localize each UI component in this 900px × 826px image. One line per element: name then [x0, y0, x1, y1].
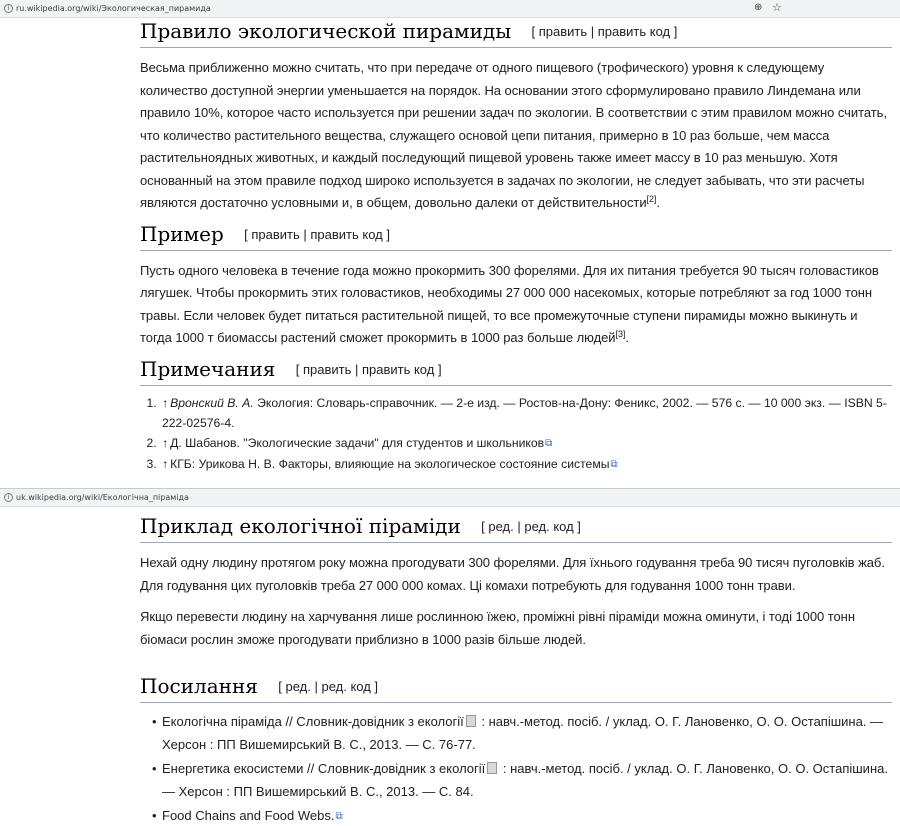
references-list — [160, 393, 892, 475]
ru-address-bar[interactable] — [0, 0, 900, 18]
external-link-icon: ⧉ — [545, 437, 553, 449]
ref-back-arrow[interactable]: ↑ — [162, 395, 169, 410]
section-title: Приклад екологічної піраміди — [140, 514, 461, 538]
edit-section-links[interactable] — [296, 362, 442, 377]
external-link-icon: ⧉ — [335, 811, 343, 822]
section-heading-rule — [140, 18, 892, 48]
uk-wikipedia-screenshot — [0, 488, 900, 826]
edit-section-links[interactable] — [481, 519, 581, 534]
paragraph-example-uk-1: Нехай одну людину протягом року можна прогодувати 300 форелями. Для їхнього годування треба 90 тисяч пуголовків жаб. Для годування цих пуголовків треба 27 000 000 комах. Ці комахи потребують для годування 1000 тонн трави. — [140, 555, 885, 593]
edit-section-links[interactable] — [244, 227, 390, 242]
reference-link[interactable]: КГБ: Урикова Н. В. Факторы, влияющие на экологическое состояние системы — [170, 456, 610, 471]
pdf-file-icon — [466, 715, 476, 727]
reference-author: Вронский В. А. — [170, 395, 254, 410]
external-links-list — [152, 711, 892, 826]
reference-item — [160, 454, 892, 475]
section-title: Правило экологической пирамиды — [140, 19, 512, 43]
link-title[interactable]: Енергетика екосистеми // Словник-довідник з екології — [162, 761, 486, 776]
lock-icon[interactable]: i — [4, 493, 13, 502]
section-title: Посилання — [140, 674, 258, 698]
paragraph-rule: Весьма приближенно можно считать, что при передаче от одного пищевого (трофического) уровня к следующему количество доступной энергии уменьшается на порядок. На основании этого сформулировано правило Линдемана или правило 10%, которое часто используется при решении задач по экологии. В соответствии с этим правилом можно считать, что количество растительного вещества, служащего основой цепи питания, примерно в 10 раз больше, чем масса растительноядных животных, и каждый последующий пищевой уровень также имеет массу в 10 раз меньшую. Хотя основанный на этом правиле подход широко используется в задачах по экологии, не следует забывать, что эти расчеты являются достаточно условными и, в общем, довольно далеки от действительности[2]. — [140, 60, 887, 210]
edit-link[interactable]: [ править | править код ] — [244, 226, 390, 242]
edit-link[interactable]: [ ред. | ред. код ] — [481, 519, 581, 534]
section-heading-links — [140, 673, 892, 703]
zoom-icon[interactable]: ⊕ — [754, 2, 763, 13]
ref-back-arrow[interactable]: ↑ — [162, 435, 169, 450]
edit-link[interactable]: [ править | править код ] — [295, 361, 442, 377]
paragraph-example: Пусть одного человека в течение года можно прокормить 300 форелями. Для их питания требуется 90 тысяч головастиков лягушек. Чтобы прокормить этих головастиков, необходимы 27 000 000 насекомых, которые потребляют за год 1000 тонн травы. Если человек будет питаться растительной пищей, то все промежуточные ступени пирамиды можно выкинуть и тогда 1000 т биомассы растений сможет прокормить в 1000 раз больше людей[3]. — [140, 262, 879, 345]
link-title[interactable]: Екологічна піраміда // Словник-довідник з екології — [162, 714, 464, 729]
paragraph-text: Пусть одного человека в течение года можно прокормить 300 форелями. Для их питания требуется 90 тысяч головастиков лягушек. Чтобы прокормить этих головастиков, необходимы 27 000 000 насекомых, которые потребляют за год 1000 тонн травы. Если человек будет питаться растительной пищей, то все промежуточные ступени пирамиды можно выкинуть и тогда 1000 т биомассы растений сможет прокормить в 1000 раз больше людей — [140, 262, 879, 345]
reference-link[interactable]: Д. Шабанов. "Экологические задачи" для студентов и школьников — [170, 435, 545, 450]
reference-text: Экология: Словарь-справочник. — 2-е изд. — Ростов-на-Дону: Феникс, 2002. — 576 с. — 10 000 экз. — ISBN 5-222-02576-4. — [162, 395, 887, 430]
section-title: Примечания — [140, 356, 276, 381]
edit-section-links[interactable] — [278, 679, 378, 694]
section-heading-example-uk — [140, 513, 892, 543]
reference-item — [160, 433, 892, 454]
list-item — [152, 805, 892, 826]
link-description: : навч.-метод. посіб. / уклад. О. Г. Лановенко, О. О. Остапішина. — Херсон : ПП Вишемирський В. С., 2013. — С. 76-77. — [162, 714, 884, 752]
paragraph-text: Весьма приближенно можно считать, что при передаче от одного пищевого (трофического) уровня к следующему количество доступной энергии уменьшается на порядок. На основании этого сформулировано правило Линдемана или правило 10%, которое часто используется при решении задач по экологии. В соответствии с этим правилом можно считать, что количество растительного вещества, служащего основой цепи питания, примерно в 10 раз больше, чем масса растительноядных животных, и каждый последующий пищевой уровень также имеет массу в 10 раз меньшую. Хотя основанный на этом правиле подход широко используется в задачах по экологии, не следует забывать, что эти расчеты являются достаточно условными и, в общем, довольно далеки от действительности — [140, 60, 887, 210]
edit-link[interactable]: [ править | править код ] — [531, 24, 678, 39]
list-item — [152, 711, 892, 756]
external-link-icon: ⧉ — [610, 458, 618, 470]
link-description: : навч.-метод. посіб. / уклад. О. Г. Лановенко, О. О. Остапішина. — Херсон : ПП Вишемирський В. С., 2013. — С. 84. — [162, 761, 888, 799]
footnote-ref[interactable]: [3] — [615, 329, 626, 339]
section-heading-notes — [140, 356, 892, 386]
uk-url-text[interactable]: uk.wikipedia.org/wiki/Екологічна_піраміда — [16, 493, 189, 502]
section-title: Пример — [140, 221, 224, 246]
edit-section-links[interactable] — [532, 24, 678, 39]
reference-item — [160, 393, 892, 433]
lock-icon[interactable]: i — [4, 4, 13, 13]
pdf-file-icon — [487, 762, 497, 774]
uk-article-content — [140, 513, 892, 826]
link-title[interactable]: Food Chains and Food Webs. — [162, 808, 335, 823]
star-icon[interactable]: ☆ — [772, 1, 782, 14]
section-heading-example — [140, 221, 892, 251]
paragraph-example-uk-2: Якщо перевести людину на харчування лише рослинною їжею, проміжні рівні піраміди можна оминути, і тоді 1000 тонн біомаси рослин зможе прогодувати приблизно в 1000 разів більше людей. — [140, 609, 855, 647]
edit-link[interactable]: [ ред. | ред. код ] — [278, 679, 379, 694]
list-item — [152, 758, 892, 803]
footnote-ref[interactable]: [2] — [646, 194, 657, 204]
ref-back-arrow[interactable]: ↑ — [162, 456, 169, 471]
uk-address-bar[interactable] — [0, 489, 900, 507]
ru-url-text[interactable]: ru.wikipedia.org/wiki/Экологическая_пирамида — [16, 4, 211, 13]
ru-article-content — [140, 18, 892, 475]
